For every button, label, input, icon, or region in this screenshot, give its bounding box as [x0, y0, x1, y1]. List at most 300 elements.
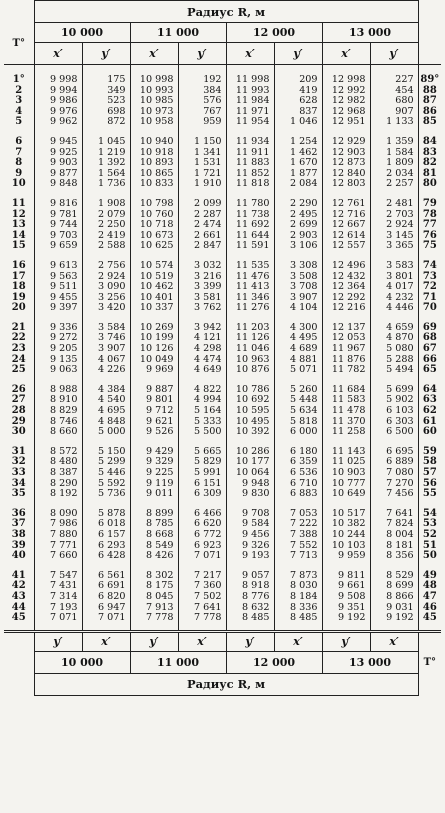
angle-right: 66: [422, 353, 437, 365]
x-value: 8 175: [130, 581, 178, 592]
angle-left: 6: [4, 137, 34, 148]
x-value: 8 988: [34, 385, 82, 396]
axis-y-bottom: y′: [322, 631, 370, 651]
y-value: 2 661: [178, 231, 226, 242]
x-value: 8 192: [34, 489, 82, 500]
angle-right: 68: [422, 332, 437, 344]
x-value: 10 649: [322, 489, 370, 500]
angle-left: 5: [4, 117, 34, 128]
angle-left: 15: [4, 241, 34, 252]
y-value: 2 924: [82, 272, 130, 283]
x-value: 10 574: [130, 261, 178, 272]
x-value: 10 786: [226, 385, 274, 396]
angle-right: 70: [422, 302, 437, 314]
axis-y-top: y′: [274, 43, 322, 65]
x-value: 12 873: [322, 158, 370, 169]
x-value: 7 913: [130, 603, 178, 614]
y-value: 2 588: [82, 241, 130, 252]
y-value: 5 448: [274, 395, 322, 406]
y-value: 1 254: [274, 137, 322, 148]
y-value: 6 428: [82, 551, 130, 562]
y-value: 3 106: [274, 241, 322, 252]
angle-right: 73: [422, 270, 437, 282]
x-value: 12 614: [322, 231, 370, 242]
table-row: [4, 592, 441, 603]
angle-right: 74: [422, 259, 437, 271]
y-value: 2 495: [274, 210, 322, 221]
axis-y-bottom: y′: [130, 631, 178, 651]
table-row: [4, 261, 441, 272]
x-value: 11 535: [226, 261, 274, 272]
y-value: 7 217: [178, 571, 226, 582]
radius-12000-bottom: 12 000: [226, 651, 322, 673]
x-value: 12 053: [322, 333, 370, 344]
y-value: 837: [274, 107, 322, 118]
angle-left: 37: [4, 519, 34, 530]
angle-right: 50: [422, 550, 437, 562]
angle-right: 57: [422, 467, 437, 478]
angle-right: 51: [422, 539, 437, 551]
y-value: 1 877: [274, 169, 322, 180]
y-value: 2 290: [274, 199, 322, 210]
y-value: 5 878: [82, 509, 130, 520]
y-value: 1 910: [178, 179, 226, 190]
x-value: 10 963: [226, 355, 274, 366]
y-value: 1 046: [274, 117, 322, 128]
angle-right: 54: [422, 507, 437, 519]
y-value: 5 736: [82, 489, 130, 500]
x-value: 11 025: [322, 457, 370, 468]
x-value: 9 659: [34, 241, 82, 252]
y-value: 2 257: [370, 179, 418, 190]
x-value: 10 876: [226, 365, 274, 376]
angle-left: 39: [4, 541, 34, 552]
x-value: 10 940: [130, 137, 178, 148]
x-value: 9 613: [34, 261, 82, 272]
x-value: 10 517: [322, 509, 370, 520]
y-value: 6 889: [370, 457, 418, 468]
angle-left: 44: [4, 603, 34, 614]
angle-left: 2: [4, 86, 34, 97]
angle-right: 45: [422, 612, 437, 624]
axis-x-top: x′: [226, 43, 274, 65]
angle-left: 43: [4, 592, 34, 603]
y-value: 1 721: [178, 169, 226, 180]
angle-right: 62: [422, 405, 437, 417]
x-value: 12 432: [322, 272, 370, 283]
angle-right: 61: [422, 415, 437, 427]
x-value: 8 485: [226, 613, 274, 624]
x-value: 7 314: [34, 592, 82, 603]
angle-left: 25: [4, 365, 34, 376]
y-value: 8 866: [370, 592, 418, 603]
x-value: 12 364: [322, 282, 370, 293]
angle-left: 45: [4, 613, 34, 624]
x-value: 9 511: [34, 282, 82, 293]
x-value: 9 703: [34, 231, 82, 242]
x-value: 10 286: [226, 447, 274, 458]
y-value: 6 695: [370, 447, 418, 458]
x-value: 9 621: [130, 417, 178, 428]
x-value: 9 326: [226, 541, 274, 552]
y-value: 7 360: [178, 581, 226, 592]
y-value: 7 270: [370, 479, 418, 490]
y-value: 5 500: [178, 427, 226, 438]
x-value: 12 137: [322, 323, 370, 334]
x-value: 9 887: [130, 385, 178, 396]
y-value: 1 341: [178, 148, 226, 159]
top-title: Радиус R, м: [34, 1, 418, 23]
x-value: 8 776: [226, 592, 274, 603]
t-label-top: T°: [4, 23, 34, 65]
y-value: 2 903: [274, 231, 322, 242]
x-value: 10 893: [130, 158, 178, 169]
y-value: 4 881: [274, 355, 322, 366]
y-value: 227: [370, 75, 418, 86]
y-value: 6 151: [178, 479, 226, 490]
x-value: 11 911: [226, 148, 274, 159]
y-value: 7 456: [370, 489, 418, 500]
x-value: 11 591: [226, 241, 274, 252]
y-value: 5 902: [370, 395, 418, 406]
angle-left: 27: [4, 395, 34, 406]
x-value: 9 744: [34, 220, 82, 231]
y-value: 2 699: [274, 220, 322, 231]
x-value: 10 382: [322, 519, 370, 530]
x-value: 11 258: [322, 427, 370, 438]
angle-left: 17: [4, 272, 34, 283]
y-value: 1 670: [274, 158, 322, 169]
x-value: 12 903: [322, 148, 370, 159]
x-value: 10 993: [130, 86, 178, 97]
x-value: 8 746: [34, 417, 82, 428]
y-value: 5 333: [178, 417, 226, 428]
y-value: 7 824: [370, 519, 418, 530]
angle-left: 22: [4, 333, 34, 344]
block-spacer: [4, 624, 441, 632]
x-value: 10 337: [130, 303, 178, 314]
t-label-bottom: T°: [423, 656, 437, 668]
x-value: 10 595: [226, 406, 274, 417]
radius-12000-top: 12 000: [226, 23, 322, 43]
x-value: 9 962: [34, 117, 82, 128]
y-value: 5 665: [178, 447, 226, 458]
y-value: 3 508: [274, 272, 322, 283]
angle-left: 35: [4, 489, 34, 500]
x-value: 9 011: [130, 489, 178, 500]
x-value: 10 064: [226, 468, 274, 479]
y-value: 7 071: [178, 551, 226, 562]
y-value: 6 500: [370, 427, 418, 438]
x-value: 9 272: [34, 333, 82, 344]
y-value: 2 287: [178, 210, 226, 221]
y-value: 4 226: [82, 365, 130, 376]
y-value: 6 303: [370, 417, 418, 428]
x-value: 9 801: [130, 395, 178, 406]
angle-left: 20: [4, 303, 34, 314]
y-value: 5 071: [274, 365, 322, 376]
angle-right: 69: [422, 321, 437, 333]
x-value: 9 057: [226, 571, 274, 582]
y-value: 5 829: [178, 457, 226, 468]
axis-x-bottom: x′: [178, 631, 226, 651]
x-value: 9 584: [226, 519, 274, 530]
x-value: 11 852: [226, 169, 274, 180]
y-value: 680: [370, 96, 418, 107]
x-value: 11 984: [226, 96, 274, 107]
table-row: [4, 613, 441, 624]
x-value: 11 993: [226, 86, 274, 97]
x-value: 12 216: [322, 303, 370, 314]
angle-left: 4: [4, 107, 34, 118]
y-value: 4 649: [178, 365, 226, 376]
table-row: [4, 137, 441, 148]
table-row: [4, 468, 441, 479]
y-value: 6 293: [82, 541, 130, 552]
angle-left: 21: [4, 323, 34, 334]
x-value: 8 660: [34, 427, 82, 438]
x-value: 11 998: [226, 75, 274, 86]
angle-left: 28: [4, 406, 34, 417]
x-value: 8 785: [130, 519, 178, 530]
y-value: 1 809: [370, 158, 418, 169]
y-value: 1 908: [82, 199, 130, 210]
y-value: 8 529: [370, 571, 418, 582]
angle-right: 78: [422, 208, 437, 220]
x-value: 11 684: [322, 385, 370, 396]
x-value: 12 929: [322, 137, 370, 148]
radius-10000-top: 10 000: [34, 23, 130, 43]
axis-y-top: y′: [82, 43, 130, 65]
x-value: 12 968: [322, 107, 370, 118]
y-value: 2 419: [82, 231, 130, 242]
x-value: 7 880: [34, 530, 82, 541]
y-value: 4 870: [370, 333, 418, 344]
y-value: 5 080: [370, 344, 418, 355]
y-value: 5 299: [82, 457, 130, 468]
x-value: 9 508: [322, 592, 370, 603]
angle-right: 80: [422, 178, 437, 190]
y-value: 6 710: [274, 479, 322, 490]
y-value: 7 713: [274, 551, 322, 562]
x-value: 10 918: [130, 148, 178, 159]
x-value: 7 986: [34, 519, 82, 530]
y-value: 1 045: [82, 137, 130, 148]
angle-left: 1°: [4, 75, 34, 86]
axis-x-top: x′: [130, 43, 178, 65]
angle-left: 41: [4, 571, 34, 582]
axis-x-bottom: x′: [274, 631, 322, 651]
x-value: 8 899: [130, 509, 178, 520]
x-value: 8 910: [34, 395, 82, 406]
x-value: 12 496: [322, 261, 370, 272]
y-value: 7 641: [178, 603, 226, 614]
angle-right: 46: [422, 601, 437, 613]
angle-left: 34: [4, 479, 34, 490]
axis-x-bottom: x′: [82, 631, 130, 651]
y-value: 4 121: [178, 333, 226, 344]
y-value: 3 801: [370, 272, 418, 283]
y-value: 6 309: [178, 489, 226, 500]
angle-left: 42: [4, 581, 34, 592]
y-value: 4 822: [178, 385, 226, 396]
x-value: 10 760: [130, 210, 178, 221]
y-value: 3 420: [82, 303, 130, 314]
x-value: 10 798: [130, 199, 178, 210]
y-value: 4 446: [370, 303, 418, 314]
angle-right: 48: [422, 580, 437, 592]
x-value: 9 708: [226, 509, 274, 520]
x-value: 9 848: [34, 179, 82, 190]
x-value: 9 925: [34, 148, 82, 159]
x-value: 9 661: [322, 581, 370, 592]
y-value: 6 691: [82, 581, 130, 592]
x-value: 9 998: [34, 75, 82, 86]
y-value: 4 384: [82, 385, 130, 396]
y-value: 6 180: [274, 447, 322, 458]
angle-right: 49: [422, 569, 437, 581]
y-value: 1 736: [82, 179, 130, 190]
y-value: 4 495: [274, 333, 322, 344]
x-value: 11 126: [226, 333, 274, 344]
x-value: 9 135: [34, 355, 82, 366]
x-value: 10 199: [130, 333, 178, 344]
x-value: 11 818: [226, 179, 274, 190]
y-value: 5 699: [370, 385, 418, 396]
x-value: 9 816: [34, 199, 82, 210]
x-value: 11 583: [322, 395, 370, 406]
x-value: 9 205: [34, 344, 82, 355]
y-value: 8 356: [370, 551, 418, 562]
y-value: 7 641: [370, 509, 418, 520]
angle-left: 26: [4, 385, 34, 396]
table-row: [4, 179, 441, 190]
y-value: 6 561: [82, 571, 130, 582]
y-value: 4 659: [370, 323, 418, 334]
x-value: 8 549: [130, 541, 178, 552]
angle-right: 79: [422, 197, 437, 209]
axis-x-top: x′: [322, 43, 370, 65]
y-value: 4 232: [370, 293, 418, 304]
x-value: 10 777: [322, 479, 370, 490]
x-value: 10 126: [130, 344, 178, 355]
y-value: 6 157: [82, 530, 130, 541]
radius-13000-bottom: 13 000: [322, 651, 418, 673]
angle-right: 63: [422, 394, 437, 406]
y-value: 8 699: [370, 581, 418, 592]
x-value: 10 462: [130, 282, 178, 293]
x-value: 9 948: [226, 479, 274, 490]
x-value: 12 951: [322, 117, 370, 128]
angle-left: 29: [4, 417, 34, 428]
y-value: 8 181: [370, 541, 418, 552]
y-value: 6 103: [370, 406, 418, 417]
table-row: [4, 117, 441, 128]
x-value: 8 480: [34, 457, 82, 468]
x-value: 9 429: [130, 447, 178, 458]
angle-right: 67: [422, 343, 437, 355]
y-value: 2 924: [370, 220, 418, 231]
y-value: 2 703: [370, 210, 418, 221]
y-value: 1 584: [370, 148, 418, 159]
table-body: [4, 65, 441, 632]
x-value: 10 998: [130, 75, 178, 86]
x-value: 11 203: [226, 323, 274, 334]
y-value: 7 552: [274, 541, 322, 552]
y-value: 349: [82, 86, 130, 97]
x-value: 12 716: [322, 210, 370, 221]
y-value: 8 336: [274, 603, 322, 614]
x-value: 8 090: [34, 509, 82, 520]
x-value: 7 778: [130, 613, 178, 624]
x-value: 8 572: [34, 447, 82, 458]
angle-right: 87: [422, 95, 437, 107]
y-value: 7 778: [178, 613, 226, 624]
angle-right: 84: [422, 135, 437, 147]
y-value: 9 031: [370, 603, 418, 614]
x-value: 9 986: [34, 96, 82, 107]
axis-y-top: y′: [370, 43, 418, 65]
y-value: 419: [274, 86, 322, 97]
angle-left: 18: [4, 282, 34, 293]
y-value: 5 164: [178, 406, 226, 417]
y-value: 5 288: [370, 355, 418, 366]
x-value: 9 119: [130, 479, 178, 490]
y-value: 6 620: [178, 519, 226, 530]
y-value: 4 848: [82, 417, 130, 428]
y-value: 8 184: [274, 592, 322, 603]
y-value: 454: [370, 86, 418, 97]
x-value: 7 660: [34, 551, 82, 562]
angle-left: 9: [4, 169, 34, 180]
x-value: 8 290: [34, 479, 82, 490]
y-value: 907: [370, 107, 418, 118]
y-value: 2 099: [178, 199, 226, 210]
x-value: 10 973: [130, 107, 178, 118]
x-value: 10 903: [322, 468, 370, 479]
x-value: 7 547: [34, 571, 82, 582]
x-value: 9 969: [130, 365, 178, 376]
x-value: 10 269: [130, 323, 178, 334]
angle-right: 89°: [420, 74, 440, 85]
y-value: 8 030: [274, 581, 322, 592]
y-value: 3 708: [274, 282, 322, 293]
x-value: 9 336: [34, 323, 82, 334]
x-value: 11 967: [322, 344, 370, 355]
angle-left: 14: [4, 231, 34, 242]
x-value: 8 426: [130, 551, 178, 562]
x-value: 10 495: [226, 417, 274, 428]
angle-right: 75: [422, 240, 437, 252]
x-value: 11 478: [322, 406, 370, 417]
x-value: 9 994: [34, 86, 82, 97]
x-value: 9 193: [226, 551, 274, 562]
y-value: 2 084: [274, 179, 322, 190]
x-value: 9 712: [130, 406, 178, 417]
angle-right: 85: [422, 116, 437, 128]
table-row: [4, 241, 441, 252]
table-row: [4, 489, 441, 500]
y-value: 3 090: [82, 282, 130, 293]
x-value: 12 761: [322, 199, 370, 210]
x-value: 10 401: [130, 293, 178, 304]
y-value: 3 907: [82, 344, 130, 355]
angle-left: 7: [4, 148, 34, 159]
x-value: 11 476: [226, 272, 274, 283]
angle-left: 12: [4, 210, 34, 221]
y-value: 698: [82, 107, 130, 118]
x-value: 11 692: [226, 220, 274, 231]
